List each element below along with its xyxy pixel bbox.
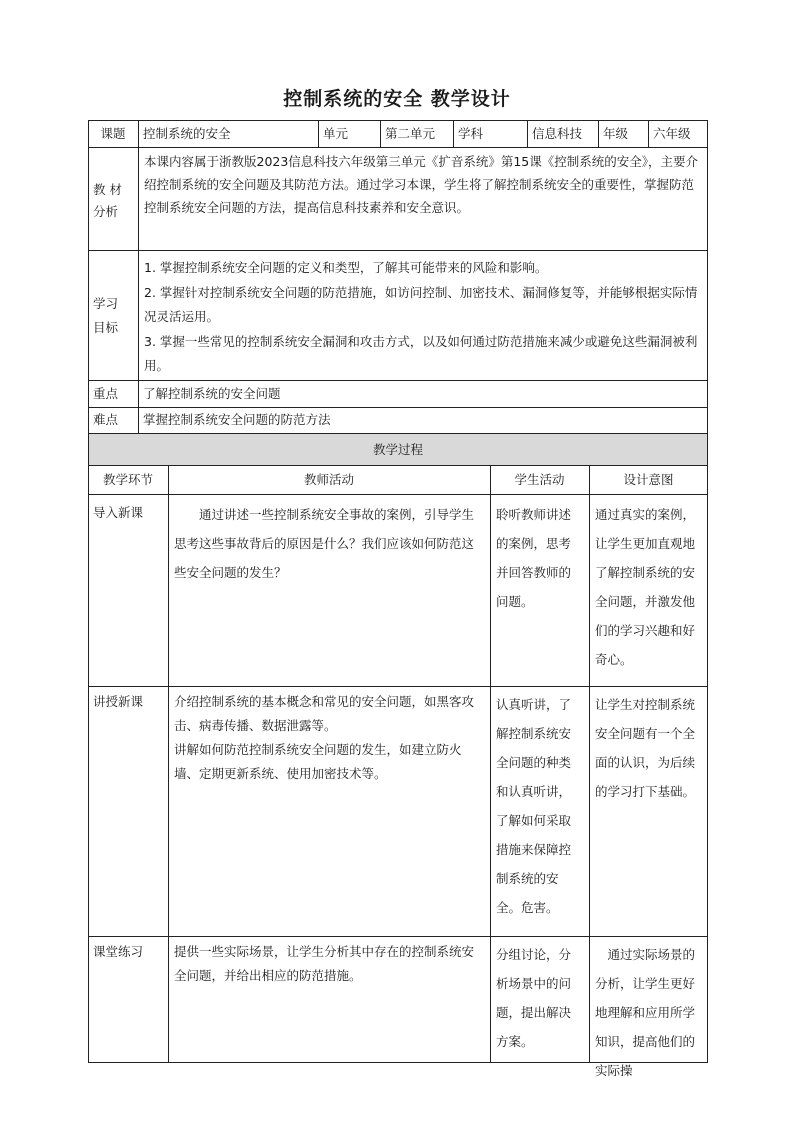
unit-label: 单元 [323,125,349,141]
document-title: 控制系统的安全 教学设计 [283,88,511,110]
topic-label: 课题 [100,125,126,141]
table-row-intent: 通过实际场景的分析，让学生更好地理解和应用所学知识，提高他们的实际操 [595,947,696,1078]
grade-value: 六年级 [653,125,691,141]
grade-label: 年级 [603,125,629,141]
goals-label-line-1: 学习 [93,296,119,311]
process-header: 教学过程 [89,434,707,465]
column-header-stage: 教学环节 [102,471,153,487]
subject-label: 学科 [458,125,484,141]
table-row-teacher: 提供一些实际场景，让学生分析其中存在的控制系统安全问题，并给出相应的防范措施。 [174,944,475,983]
table-row-stage: 讲授新课 [93,694,144,709]
subject-value: 信息科技 [532,125,583,141]
topic-value: 控制系统的安全 [143,125,231,141]
material-label [88,150,138,248]
key-point-value: 了解控制系统的安全问题 [143,385,281,401]
unit-value: 第二单元 [385,125,436,141]
table-row-teacher: 通过讲述一些控制系统安全事故的案例，引导学生思考这些事故背后的原因是什么？我们应该如何防范这些安全问题的发生？ [174,507,475,580]
material-label-line-1: 教 材 [93,182,122,197]
goals-label-line-2: 目标 [93,320,119,335]
teacher-activity-paragraph: 介绍控制系统的基本概念和常见的安全问题，如黑客攻击、病毒传播、数据泄露等。 [174,694,475,733]
difficulty-value: 掌握控制系统安全问题的防范方法 [143,412,331,427]
goal-item: 1. 掌握控制系统安全问题的定义和类型，了解其可能带来的风险和影响。 [144,260,548,275]
goal-item: 2. 掌握针对控制系统安全问题的防范措施，如访问控制、加密技术、漏洞修复等，并能够根据实际情况灵活运用。 [144,284,698,324]
goal-item: 3. 掌握一些常见的控制系统安全漏洞和攻击方式，以及如何通过防范措施来减少或避免这些漏洞被利用。 [144,333,698,373]
table-row-intent: 通过真实的案例，让学生更加直观地了解控制系统的安全问题，并激发他们的学习兴趣和好奇心。 [595,507,696,667]
table-row-student: 聆听教师讲述的案例，思考并回答教师的问题。 [496,507,572,609]
key-point-label: 重点 [93,385,119,401]
column-header-teacher: 教师活动 [303,471,354,487]
table-row-intent: 让学生对控制系统安全问题有一个全面的认识，为后续的学习打下基础。 [595,697,696,799]
goals-list [138,256,708,380]
material-text: 本课内容属于浙教版2023信息科技六年级第三单元《扩音系统》第15课《控制系统的安全》，主要介绍控制系统的安全问题及其防范方法。通过学习本课，学生将了解控制系统安全的重要性，掌握防范控制系统安全问题的方法，提高信息科技素养和安全意识。 [144,154,698,215]
column-header-intent: 设计意图 [623,471,674,487]
table-row-stage: 导入新课 [93,505,144,520]
table-row-teacher [168,690,490,930]
table-row-student: 分组讨论，分析场景中的问题，提出解决方案。 [496,947,572,1049]
table-row-stage: 课堂练习 [93,944,144,959]
table-row-student: 认真听讲，了解控制系统安全问题的种类和认真听讲，了解如何采取措施来保障控制系统的安全。危害。 [496,697,572,915]
teacher-activity-paragraph: 讲解如何防范控制系统安全问题的发生，如建立防火墙、定期更新系统、使用加密技术等。 [174,742,462,781]
goals-label [88,250,138,380]
difficulty-label: 难点 [93,412,119,427]
column-header-student: 学生活动 [514,471,565,487]
material-label-line-2: 分析 [93,204,119,219]
